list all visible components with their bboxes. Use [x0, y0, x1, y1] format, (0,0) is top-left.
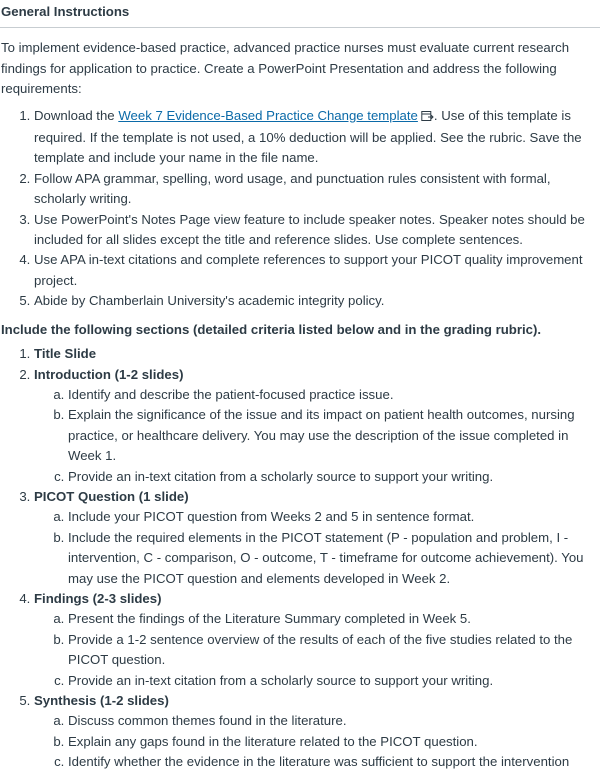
section-picot-question	[34, 487, 600, 589]
criterion: b. Explain any gaps found in the literature related to the PICOT question.	[68, 732, 594, 752]
criterion: a. Present the findings of the Literature Summary completed in Week 5.	[68, 609, 594, 629]
criterion: a. Include your PICOT question from Weeks 2 and 5 in sentence format.	[68, 507, 594, 527]
section-findings	[34, 589, 600, 691]
criterion: a. Discuss common themes found in the literature.	[68, 711, 594, 731]
instruction-1-suffix: . Use of this template is required. If the template is not used, a 10% deduction will be applied. See the rubric. Save the template and include your name in the file name.	[34, 107, 582, 166]
criterion: c. Identify whether the evidence in the literature was sufficient to support the intervention	[68, 752, 594, 772]
section-introduction	[34, 365, 600, 487]
instruction-item-speaker-notes: 3. Use PowerPoint's Notes Page view feature to include speaker notes. Speaker notes should be included for all slides except the title and reference slides. Use complete sentences.	[34, 210, 586, 251]
instruction-item-apa: 2. Follow APA grammar, spelling, word usage, and punctuation rules consistent with formal, scholarly writing.	[34, 169, 586, 210]
instruction-item-integrity: 5. Abide by Chamberlain University's academic integrity policy.	[34, 291, 586, 311]
instruction-item-download	[34, 106, 586, 169]
criterion: c. Provide an in-text citation from a scholarly source to support your writing.	[68, 671, 594, 691]
criterion: b. Explain the significance of the issue and its impact on patient health outcomes, nursing practice, or healthcare delivery. You may use the description of the issue completed in Week 1.	[68, 405, 594, 466]
instruction-1-prefix: Download the	[34, 107, 119, 123]
instruction-item-citations: 4. Use APA in-text citations and complete references to support your PICOT quality improvement project.	[34, 250, 586, 291]
external-link-icon[interactable]	[421, 108, 434, 128]
section-criteria	[34, 385, 600, 487]
section-title: Title Slide	[34, 346, 97, 362]
section-title: Introduction (1-2 slides)	[34, 366, 184, 382]
section-criteria	[34, 609, 600, 691]
intro-paragraph: To implement evidence-based practice, advanced practice nurses must evaluate current research findings for application to practice. Create a PowerPoint Presentation and address the following requirements:	[1, 40, 570, 97]
criterion: b. Provide a 1-2 sentence overview of the results of each of the five studies related to the PICOT question.	[68, 630, 594, 671]
section-criteria	[34, 507, 600, 589]
section-title: Synthesis (1-2 slides)	[34, 693, 169, 708]
criterion: a. Identify and describe the patient-focused practice issue.	[68, 385, 594, 405]
include-sections-heading: Include the following sections (detailed criteria listed below and in the grading rubric).	[1, 321, 542, 337]
criterion: c. Provide an in-text citation from a scholarly source to support your writing.	[68, 467, 594, 487]
sections-list	[0, 344, 600, 773]
section-title-slide	[34, 344, 600, 364]
general-instructions-heading: General Instructions	[0, 2, 600, 28]
section-criteria	[34, 711, 600, 772]
criterion: b. Include the required elements in the PICOT statement (P - population and problem, I - intervention, C - comparison, O - outcome, T - timeframe for outcome achievement). You may use the PICOT question and elements developed in Week 2.	[68, 528, 594, 589]
section-title: Findings (2-3 slides)	[34, 590, 162, 606]
section-title: PICOT Question (1 slide)	[34, 488, 189, 504]
instructions-list	[0, 106, 600, 312]
section-synthesis	[34, 691, 600, 773]
template-link[interactable]: Week 7 Evidence-Based Practice Change template	[118, 107, 418, 123]
